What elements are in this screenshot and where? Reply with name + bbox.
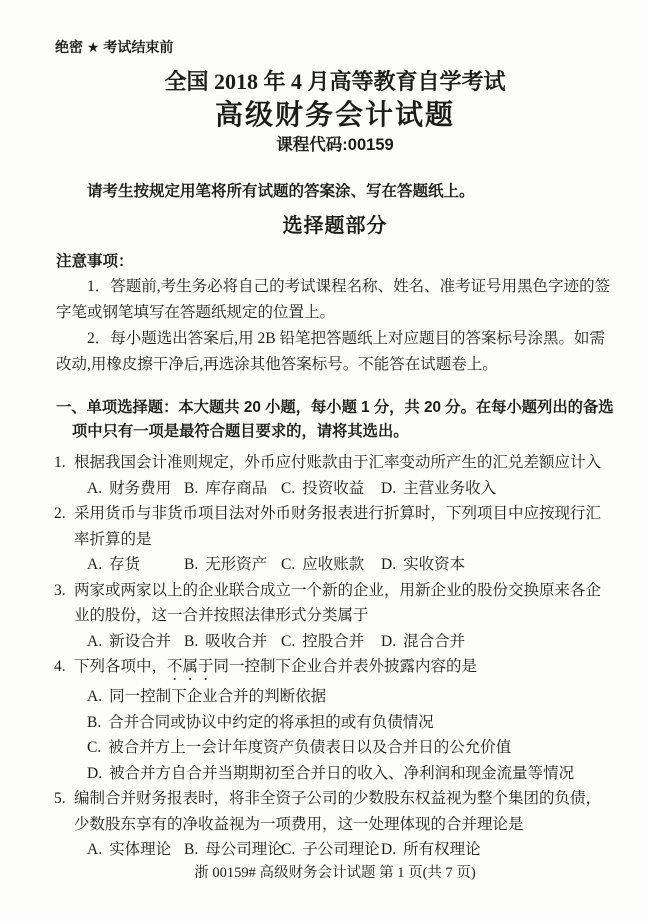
option — [281, 552, 381, 578]
option-text: 混合合并 — [403, 632, 466, 650]
option — [87, 629, 184, 655]
question-text: 编制合并财务报表时，将非全资子公司的少数股东权益视为整个集团的负债，少数股东享有的净收益视为一项费用，这一处理体现的合并理论是 — [74, 790, 602, 833]
option-text: 所有权理论 — [403, 841, 481, 858]
part-heading: 选择题部分 — [282, 215, 388, 237]
question-number: 4. — [54, 658, 66, 675]
option — [281, 837, 381, 863]
option — [381, 629, 614, 655]
course-code: 课程代码:00159 — [276, 136, 394, 154]
question-text: 采用货币与非货币项目法对外币财务报表进行折算时，下列项目中应按现行汇率折算的是 — [74, 505, 602, 548]
option-label: B. — [87, 713, 102, 731]
option-text: 库存商品 — [205, 479, 268, 497]
option-label: A. — [87, 479, 103, 497]
notes-title: 注意事项： — [56, 253, 134, 270]
option-label: D. — [381, 479, 397, 497]
option-text: 实收资本 — [403, 556, 466, 573]
note-item-1: 1．答题前,考生务必将自己的考试课程名称、姓名、准考证号用黑色字迹的签字笔或钢笔填写在答题纸规定的位置上。 — [56, 278, 611, 321]
question-part: 下列各项中， — [74, 658, 168, 675]
option — [381, 476, 614, 502]
option-label: C. — [87, 739, 102, 756]
options-row — [87, 837, 614, 863]
option-label: A. — [87, 556, 103, 573]
option — [281, 629, 381, 655]
option-text: 财务费用 — [109, 479, 172, 497]
question-number: 1. — [54, 454, 66, 471]
option-label: D. — [381, 632, 397, 650]
question-4 — [54, 654, 614, 786]
option-label: C. — [281, 479, 296, 497]
option — [381, 837, 614, 863]
options-row — [87, 552, 614, 578]
question-number: 5. — [54, 790, 66, 807]
instruction-text: 请考生按规定用笔将所有试题的答案涂、写在答题纸上。 — [87, 183, 475, 200]
exam-title: 全国 2018 年 4 月高等教育自学考试 — [164, 69, 506, 94]
option-text: 主营业务收入 — [403, 479, 497, 497]
option — [87, 552, 184, 578]
option-text: 实体理论 — [109, 841, 172, 858]
option-text: 新设合并 — [109, 632, 172, 650]
option-text: 被合并方自合并当期期初至合并日的收入、净利润和现金流量等情况 — [109, 764, 575, 782]
option — [281, 476, 381, 502]
option-text: 吸收合并 — [205, 632, 268, 650]
option — [87, 476, 184, 502]
option — [87, 735, 614, 761]
question-1 — [54, 450, 614, 501]
option — [87, 837, 184, 863]
question-text: 根据我国会计准则规定，外币应付账款由于汇率变动所产生的汇兑差额应计入 — [74, 454, 602, 471]
option-label: C. — [281, 556, 296, 573]
option-label: B. — [184, 479, 199, 497]
option-label: A. — [87, 688, 103, 705]
question-3 — [54, 578, 614, 655]
option — [184, 552, 281, 578]
option-text: 子公司理论 — [302, 841, 380, 858]
option-label: B. — [184, 841, 199, 858]
question-2 — [54, 501, 614, 578]
option-label: D. — [381, 841, 397, 858]
option-text: 同一控制下企业合并的判断依据 — [109, 688, 327, 705]
option-label: D. — [381, 556, 397, 573]
notes-section — [56, 274, 614, 378]
option-label: C. — [281, 632, 296, 650]
options-row — [87, 629, 614, 655]
paper-title: 高级财务会计试题 — [214, 99, 455, 130]
question-text — [74, 658, 477, 675]
option-label: C. — [281, 841, 296, 858]
option-text: 控股合并 — [302, 632, 365, 650]
page-footer: 浙 00159# 高级财务会计试题 第 1 页(共 7 页) — [194, 865, 476, 881]
option — [184, 476, 281, 502]
option-label: A. — [87, 841, 103, 858]
section-one-heading: 一、单项选择题：本大题共 20 小题，每小题 1 分，共 20 分。在每小题列出的备选项中只有一项是最符合题目要求的，请将其选出。 — [56, 399, 614, 440]
question-emphasis-text: 不属于 — [167, 658, 214, 675]
option-text: 应收账款 — [302, 556, 365, 573]
option-text: 投资收益 — [302, 479, 365, 497]
option-label: D. — [87, 764, 103, 782]
security-label: 绝密 ★ 考试结束前 — [55, 39, 174, 55]
options-column — [87, 684, 614, 786]
question-number: 2. — [54, 505, 66, 522]
question-text: 两家或两家以上的企业联合成立一个新的企业，用新企业的股份交换原来各企业的股份，这一合并按照法律形式分类属于 — [74, 581, 602, 624]
option-label: B. — [184, 632, 199, 650]
option-text: 无形资产 — [205, 556, 268, 573]
question-number: 3. — [54, 581, 66, 599]
option-text: 母公司理论 — [205, 841, 283, 858]
option — [87, 710, 614, 736]
option-label: B. — [184, 556, 199, 573]
option-label: A. — [87, 632, 103, 650]
option — [87, 684, 614, 710]
option-text: 存货 — [109, 556, 141, 573]
option — [381, 552, 614, 578]
option-text: 被合并方上一会计年度资产负债表日以及合并日的公允价值 — [108, 739, 512, 756]
note-item-2: 2．每小题选出答案后,用 2B 铅笔把答题纸上对应题目的答案标号涂黑。如需改动,用橡皮擦干净后,再选涂其他答案标号。不能答在试题卷上。 — [56, 330, 605, 373]
question-part: 同一控制下企业合并表外披露内容的是 — [213, 658, 478, 675]
option — [184, 837, 281, 863]
question-5 — [54, 786, 614, 863]
option — [87, 761, 614, 787]
option-text: 合并合同或协议中约定的将承担的或有负债情况 — [108, 713, 434, 731]
option — [184, 629, 281, 655]
question-list — [56, 450, 614, 863]
options-row — [87, 476, 614, 502]
